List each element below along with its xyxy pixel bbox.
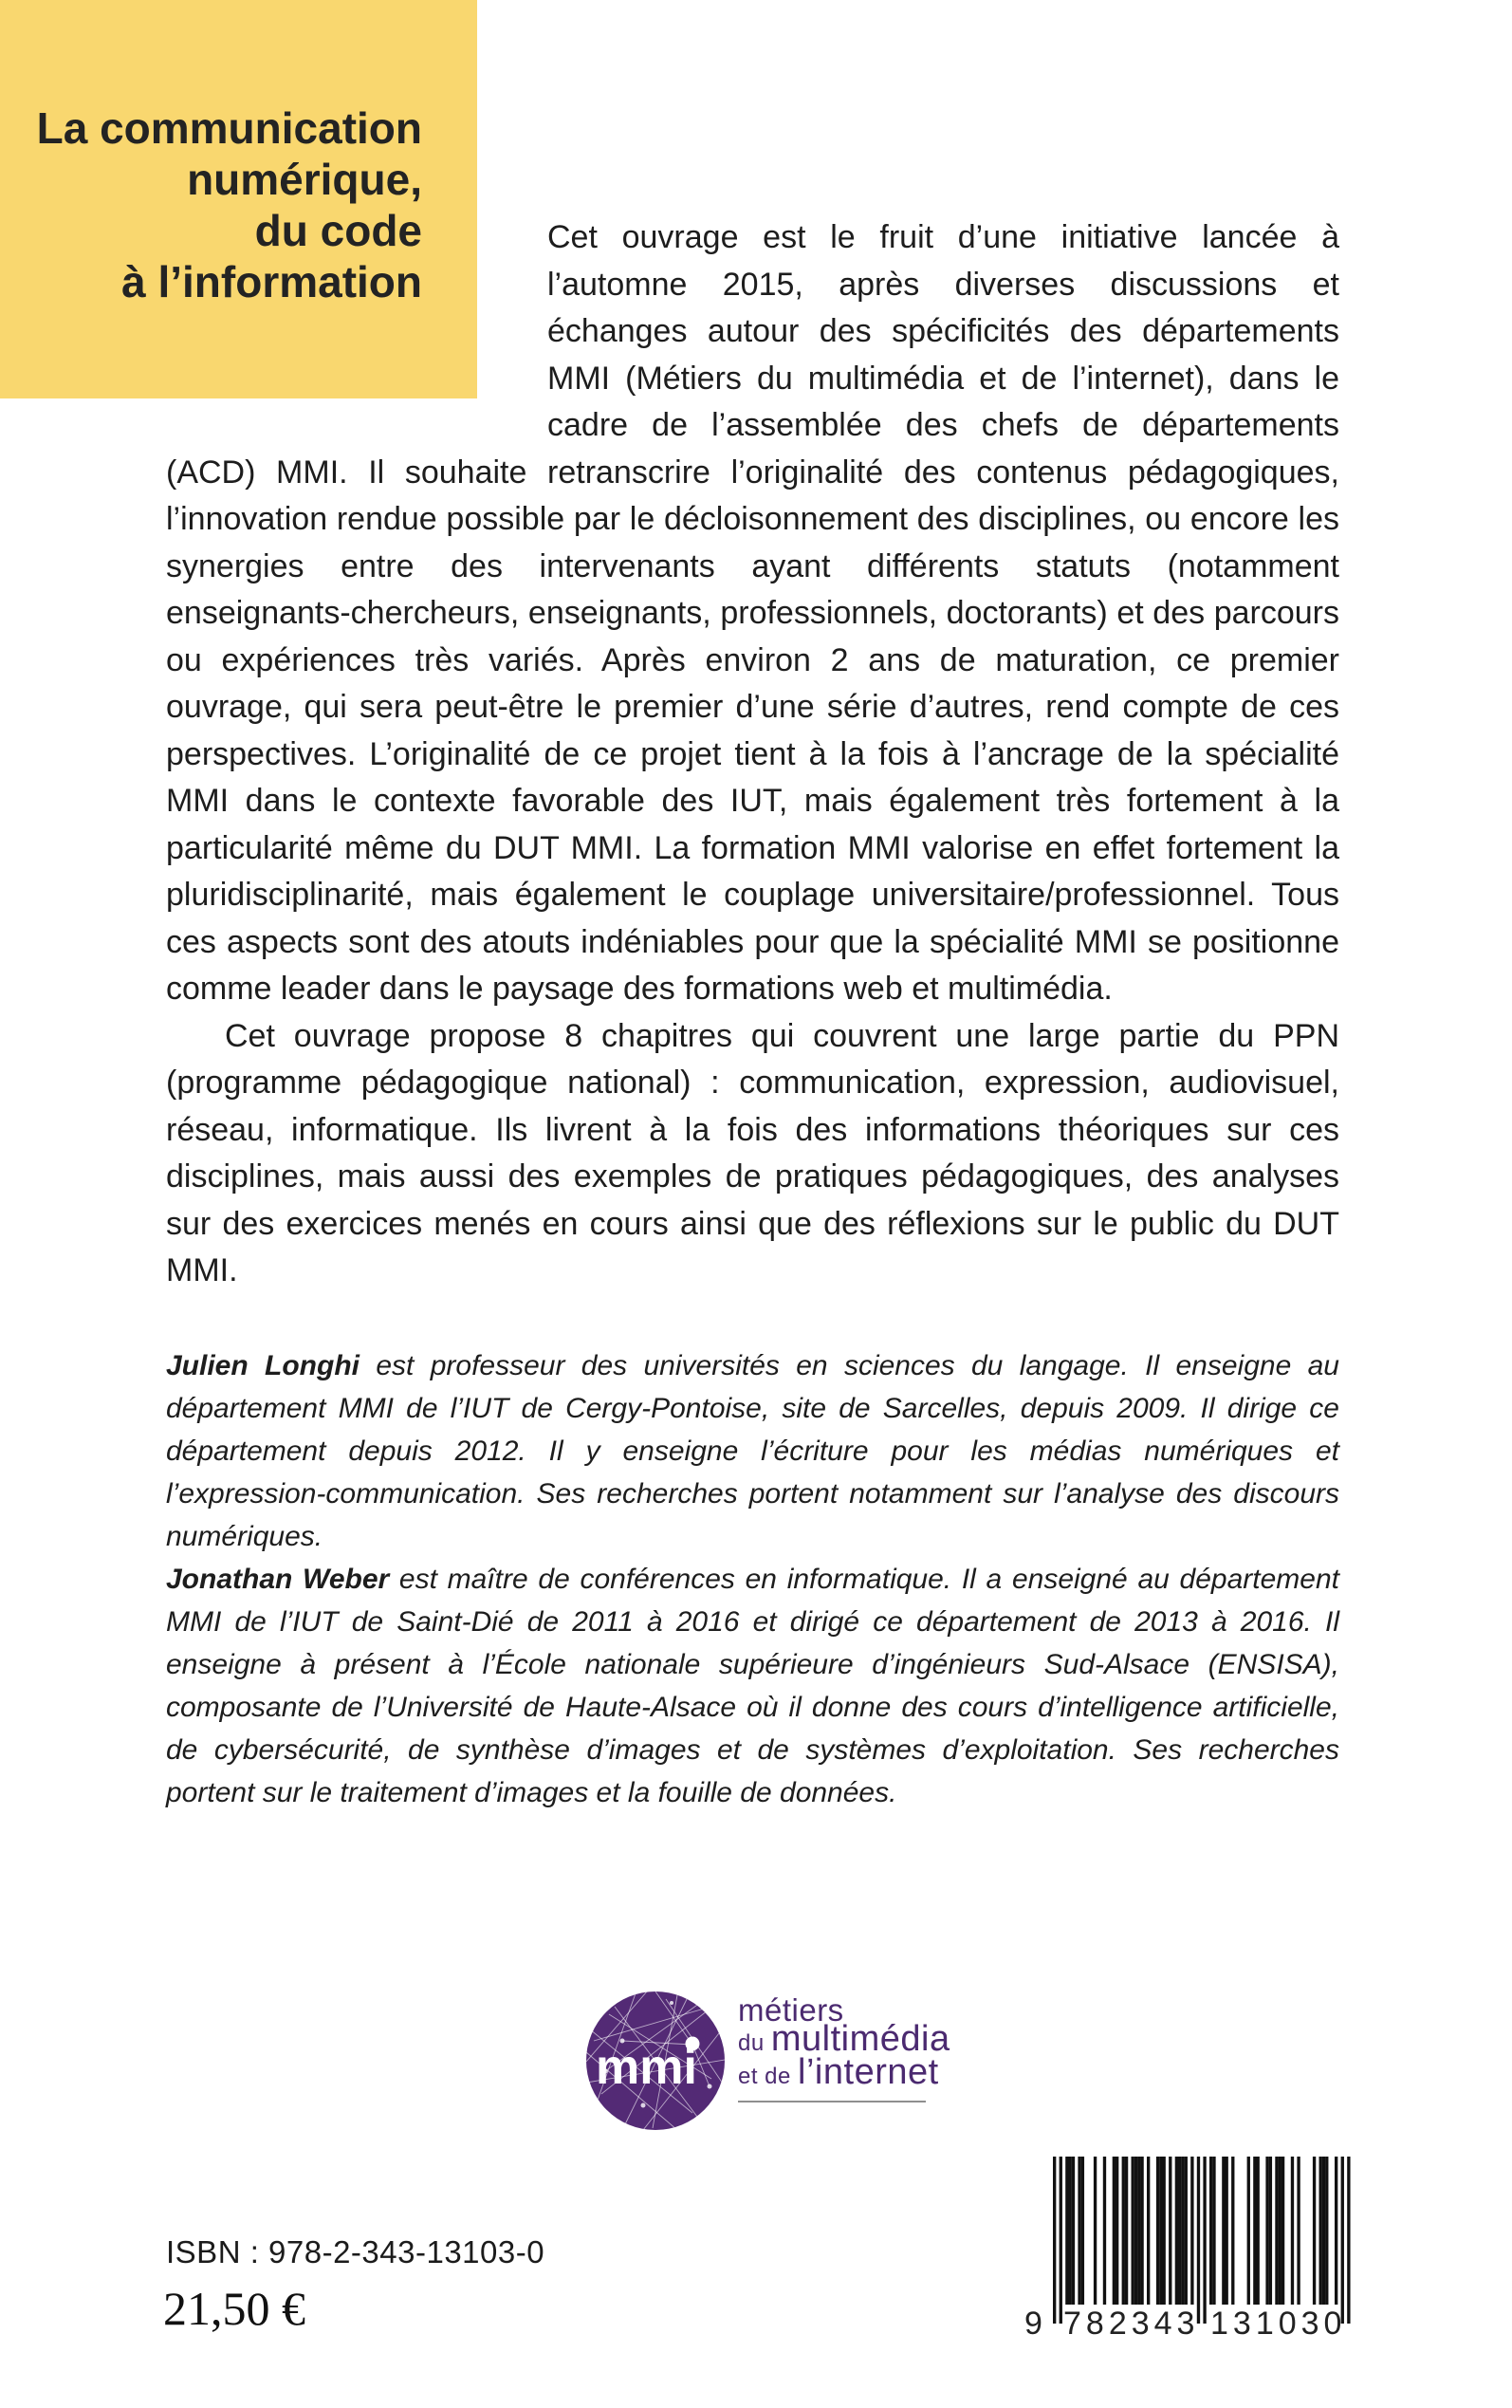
author-bio-jonathan-weber xyxy=(166,1558,1339,1814)
title-wrap-spacer xyxy=(166,214,547,433)
author-name: Jonathan Weber xyxy=(166,1563,390,1595)
synopsis-text-1: Cet ouvrage est le fruit d’une initiative lancée à l’automne 2015, après diverses discussions et échanges autour des spécificités des départements MMI (Métiers du multimédia et de l’internet), dans le cadre de l’assemblée des chefs de départements (ACD) MMI. Il souhaite retranscrire l’originalité des contenus pédagogiques, l’innovation rendue possible par le décloisonnement des disciplines, ou encore les synergies entre des intervenants ayant différents statuts (notamment enseignants-chercheurs, enseignants, professionnels, doctorants) et des parcours ou expériences très variés. Après environ 2 ans de maturation, ce premier ouvrage, qui sera peut-être le premier d’une série d’autres, rend compte de ces perspectives. L’originalité de ce projet tient à la fois à l’ancrage de la spécialité MMI dans le contexte favorable des IUT, mais également très fortement à la particularité même du DUT MMI. La formation MMI valorise en effet fortement la pluridisciplinarité, mais également le couplage universitaire/professionnel. Tous ces aspects sont des atouts indéniables pour que la spécialité MMI se positionne comme leader dans le paysage des formations web et multimédia. xyxy=(166,219,1339,1007)
author-bio-text: est maître de conférences en informatique. Il a enseigné au département MMI de l’IUT de Saint-Dié de 2011 à 2016 et dirigé ce département de 2013 à 2016. Il enseigne à présent à l’École nationale supérieure d’ingénieurs Sud-Alsace (ENSISA), composante de l’Université de Haute-Alsace où il donne des cours d’intelligence artificielle, de cybersécurité, de synthèse d’images et de systèmes d’exploitation. Ses recherches portent sur le traitement d’images et la fouille de données. xyxy=(166,1563,1339,1808)
author-name: Julien Longhi xyxy=(166,1349,360,1381)
wordmark-line-3: et de l’internet xyxy=(738,2052,939,2092)
wordmark-line-1: métiers xyxy=(738,1992,844,2028)
isbn-label: ISBN : 978-2-343-13103-0 xyxy=(166,2234,545,2269)
book-title-line: La communication xyxy=(36,103,422,153)
barcode-digit-leading: 9 xyxy=(1024,2306,1042,2342)
price-label: 21,50 € xyxy=(163,2282,305,2335)
ean13-barcode xyxy=(1053,2157,1351,2324)
author-bio-julien-longhi xyxy=(166,1344,1339,1558)
synopsis-paragraph-2: Cet ouvrage propose 8 chapitres qui couvrent une large partie du PPN (programme pédagogique national) : communication, expression, audiovisuel, réseau, informatique. Ils livrent à la fois des informations théoriques sur ces disciplines, mais aussi des exemples de pratiques pédagogiques, des analyses sur des exercices menés en cours ainsi que des réflexions sur le public du DUT MMI. xyxy=(166,1017,1339,1288)
barcode-digits-group2: 131030 xyxy=(1210,2306,1347,2342)
back-cover-text xyxy=(166,214,1339,1814)
mmi-logo-wordmark xyxy=(738,1992,950,2092)
author-bios xyxy=(166,1344,1339,1814)
book-title-line: du code xyxy=(254,206,422,255)
mmi-logo-icon xyxy=(586,1991,725,2130)
synopsis-paragraph-1 xyxy=(166,214,1339,1013)
barcode-digits-group1: 782343 xyxy=(1063,2306,1200,2342)
logo-underline-rule xyxy=(738,2101,926,2102)
mmi-monogram: mmi xyxy=(596,2040,697,2095)
wordmark-line-2: du multimédia xyxy=(738,2019,950,2059)
book-title-line: à l’information xyxy=(121,257,422,306)
author-bio-text: est professeur des universités en sciences du langage. Il enseigne au département MMI de l’IUT de Cergy-Pontoise, site de Sarcelles, depuis 2009. Il dirige ce département depuis 2012. Il y enseigne l’écriture pour les médias numériques et l’expression-communication. Ses recherches portent notamment sur l’analyse des discours numériques. xyxy=(166,1349,1339,1552)
book-title-line: numérique, xyxy=(187,155,422,204)
